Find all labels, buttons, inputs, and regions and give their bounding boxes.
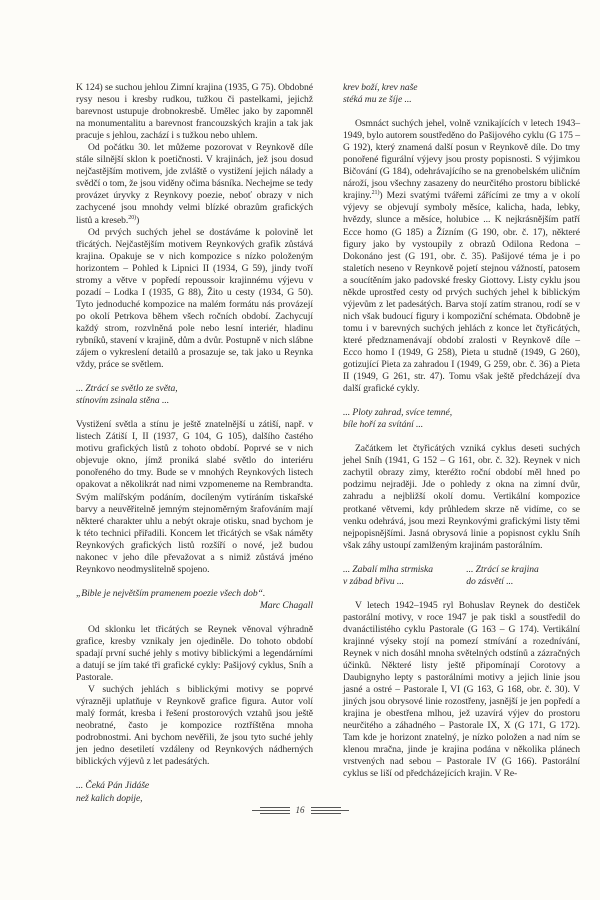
page-footer — [0, 805, 600, 815]
paragraph: Osmnáct suchých jehel, volně vznikajících v letech 1943–1949, bylo autorem soustředěno do Pašijového cyklu (G 175 – G 192), který znamená další posun v Reynkově díle. Do tmy ponořené figurální výjevy jsou prosty popisnosti. S výjimkou Bičování (G 184), odehrávajícího se na grenobelském uličním nároží, jsou všechny zasazeny do neurčitého prostoru biblické krajiny.$^{21)}$) Mezi svatými tvářemi zářícími ze tmy a v okolí výjevy se objevují symboly měsíce, kalicha, hada, lebky, hvězdy, slunce a měsíce, holubice ... K nejkrásnějším patří Ecce homo (G 185) a Žízním (G 190, obr. č. 17), některé figury jako by vystoupily z obrazů Odilona Redona – Dokonáno jest (G 191, obr. č. 35). Pašijové téma je i po staletích nesenо v Reynkově pojetí stejnou vážností, patosem a soucítěním jako padovské fresky Giottovy. Listy cyklu jsou někde uprostřed cesty od prvých suchých jehel k biblickým výjevům z let padesátých. Barva stojí zatím stranou, rodí se v nich však budoucí figury i kompoziční schémata. Obdobně je tomu i v barevných suchých jehlách z konce let čtyřicátých, které předznamenávají období zralosti v Reynkově díle – Ecco homo I (1949, G 258), Pieta u studně (1949, G 260), gotizující Pieta za zahradou I (1949, G 259, obr. č. 36) a Pieta II (1949, G 261, str. 47). Tomu však ještě předcházejí dva další grafické cykly. — [343, 118, 580, 395]
paragraph: V suchých jehlách s biblickými motivy se poprvé výrazněji uplatňuje v Reynkově grafice figura. Autor volí malý formát, kresba i řešení prostorových vztahů jsou ještě neobratné, často je kompozice roztříštěna mnoha podrobnostmi. Ani bychom nevěřili, že jsou tyto suché jehly jen jedno desetiletí vzdáleny od Reynkových nádherných biblických výjevů z let padesátých. — [76, 684, 313, 768]
verse-quote-left: ... Zabalí mlha strmiska v zábad břivu ... — [343, 563, 433, 587]
verse-pair — [343, 564, 580, 588]
epigraph-author: Marc Chagall — [259, 599, 313, 611]
paragraph: Od počátku 30. let můžeme pozorovat v Reynkově díle stále silnější sklon k poetičnosti. V krajinách, jež jsou dosud nejčastějším motivem, jde zvláště o vystižení jejich nálady a svědčí o tom, že jsou viděny očima básníka. Nechejme se tedy provázet úryvky z Reynkovy poezie, neboť obrazy v nich zachycené jsou mnohdy velmi blízké obrazům grafických listů a kreseb.$^{20)}$) — [76, 142, 313, 226]
left-column — [76, 82, 313, 805]
footer-rule-right — [311, 807, 349, 814]
verse-quote: ... Ztrácí se světlo ze světa, stínovím zsinala stěna ... — [76, 383, 178, 407]
paragraph: K 124) se suchou jehlou Zimní krajina (1935, G 75). Obdobné rysy nesou i kresby rudkou, tužkou či pastelkami, jejichž barevnost ustupuje drobnokresbě. Umělec jako by zapomněl na monumentalitu a barevnost francouzských krajin a tak jak pracuje s jehlou, zachází i s tužkou nebo uhlem. — [76, 82, 313, 142]
paragraph: Od prvých suchých jehel se dostáváme k polovině let třicátých. Nejčastějším motivem Reynkových grafik zůstává krajina. Opakuje se v nich kompozice s nízko položeným horizontem – Pohled k Lipnici II (1934, G 59), jindy tvoří stromy a větve v popředí repoussoir krajinnému výjevu v pozadí – Lodka I (1935, G 88), Žito u cesty (1934, G 50). Tyto jednoduché kompozice na malém formátu nás provázejí po okolí Petrkova během všech ročních období. Zachycují každý strom, rozvlněná pole nebo lesní interiér, hladinu rybníků, stavení v krajině, dům a dvůr. Postupně v nich slábne zájem o vykreslení detailů a prosazuje se, tak jako u Reynka vždy, práce se světlem. — [76, 226, 313, 371]
verse-quote-right: ... Ztrácí se krajina do zásvětí ... — [466, 563, 539, 587]
footer-rule-left — [252, 807, 290, 814]
verse-quote: ... Ploty zahrad, svíce temné, bíle hoří za svítání ... — [343, 407, 453, 431]
paragraph: V letech 1942–1945 ryl Bohuslav Reynek do destiček pastorální motivy, v roce 1947 je pak tiskl a soustředil do dvanáctilistého cyklu Pastorale (G 163 – G 174). Vertikální krajinné výseky stojí na pomezí stmívání a rozednívání, Reynek v nich dosáhl mnoha světelných odstínů a zázračných účinků. Některé listy ještě připomínají Corotovy a Daubignyho lepty s pastorálními motivy a jejich linie jsou jasné a ostré – Pastorale I, VI (G 163, G 168, obr. č. 30). V jiných jsou obrysové linie rozostřeny, jasnější je jen popředí a krajina je obestřena mlhou, jež uzavírá výjev do prostoru neurčitého a záhadného – Pastorale IX, X (G 171, G 172). Tam kde je horizont znatelný, je nízko položen a nad ním se klenou mračna, jinde je krajina podána v několika plánech vrstvených nad sebou – Pastorale IV (G 166). Pastorální cyklus se liší od předcházejících krajin. V Re- — [343, 599, 580, 780]
page-number: 16 — [295, 805, 305, 815]
paragraph: Vystižení světla a stínu je ještě znatelnější u zátiší, např. v listech Zátiší I, II (1937, G 104, G 105), dalšího častého motivu grafických listů z tohoto období. Poprvé se v nich objevuje okno, jímž proniká slabé světlo do interiéru ponořeného do tmy. Bude se v mnohých Reynkových listech opakovat a několikrát nad nimi vzpomeneme na Rembrandta. Svým malířským podáním, docíleným vytíráním tiskařské barvy a neuvěřitelně jemným stejnoměrným šrafováním mají některé charakter uhlu a nebýt okraje otisku, snad bychom je k této technici přiřadili. Koncem let třicátých se však náměty Reynkových grafických listů rozšíří o nové, jež budou nakonec v jeho díle převažovat a s nimiž zůstává jméno Reynkovo neodmyslitelně spojeno. — [76, 419, 313, 575]
right-column — [343, 82, 580, 780]
paragraph: Od sklonku let třicátých se Reynek věnoval výhradně grafice, kresby vznikaly jen ojediněle. Do tohoto období spadají první suché jehly s motivy biblickými a legendárními a datují se jím také tři grafické cykly: Pašijový cyklus, Sníh a Pastorale. — [76, 623, 313, 684]
verse-quote: krev boží, krev naše stéká mu ze šíje ... — [343, 82, 418, 106]
epigraph: „Bible je největším pramenem poezie všech dob“. — [76, 587, 266, 599]
verse-quote: ... Čeká Pán Jidáše než kalich dopije, — [76, 780, 150, 804]
paragraph: Začátkem let čtyřicátých vzniká cyklus deseti suchých jehel Sníh (1941, G 152 – G 161, obr. č. 32). Reynek v nich zachytil obrazy zimy, kteréžto roční období měl hned po podzimu nejraději. Jde o pohledy z okna na zimní dvůr, zahradu a nejbližší okolí domu. Vertikální kompozice protkané větvemi, kdy průhledem skrze ně vidíme, co se venku odehrává, jsou mezi Reynkovými grafickými listy těmi nejpopisnějšími. Jasná obrysová linie a popisnost cyklu Sníh však záhy ustoupí zamlženým krajinám pastorálním. — [343, 443, 580, 551]
